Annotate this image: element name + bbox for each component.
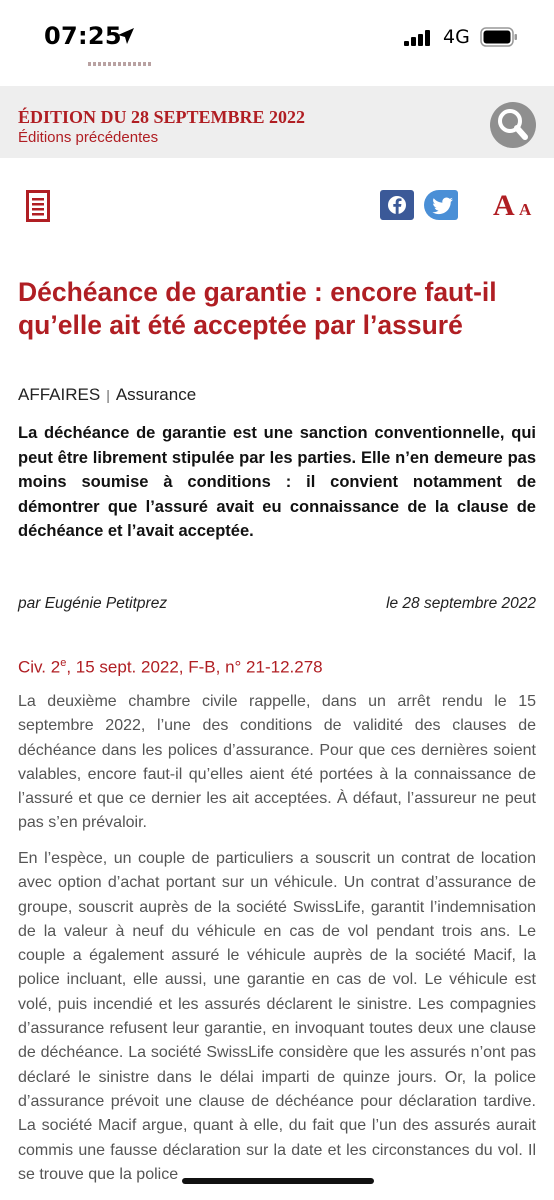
font-size-small: A [519, 200, 532, 219]
publication-date: le 28 septembre 2022 [386, 595, 536, 612]
home-indicator[interactable] [182, 1178, 374, 1184]
font-size-icon[interactable] [492, 186, 534, 220]
status-bar [0, 0, 554, 70]
search-button[interactable] [490, 102, 536, 148]
author: par Eugénie Petitprez [18, 595, 168, 612]
byline [18, 595, 536, 613]
previous-editions-link[interactable]: Éditions précédentes [18, 129, 159, 146]
edition-date: ÉDITION DU 28 SEPTEMBRE 2022 [18, 107, 306, 127]
reference-court: Civ. 2 [18, 657, 61, 677]
article-title: Déchéance de garantie : encore faut-il qu’elle ait été acceptée par l’assuré [18, 277, 497, 340]
article-lead: La déchéance de garantie est une sanction conventionnelle, qui peut être librement stipulée par les parties. Elle n’en demeure pas moins soumise à conditions : il convient notamment de démontrer que l’assuré avait eu connaissance de la clause de déchéance et l’avait acceptée. [18, 424, 536, 540]
search-icon [490, 102, 536, 148]
article-toolbar [0, 186, 554, 226]
masthead-fragment [88, 62, 152, 66]
paragraph: En l’espèce, un couple de particuliers a souscrit un contrat de location avec option d’achat portant sur un véhicule. Un contrat d’assurance de groupe, souscrit auprès de la société SwissLife, garantit l’indemnisation de la valeur à neuf du véhicule en cas de vol pendant trois ans. Le couple a également assuré le véhicule auprès de la société Macif, la police incluant, elle aussi, une garantie en cas de vol. Le véhicule est volé, puis incendié et les assurés déclarent le sinistre. Les compagnies d’assurance refusent leur garantie, en invoquant toutes deux une clause de déchéance. La société SwissLife considère que les assurés n’ont pas déclaré le sinistre dans le délai imparti de quinze jours. Or, la police d’assurance prévoit une clause de déchéance pour déclaration tardive. La société Macif argue, quant à elle, du fait que l’un des assurés aurait commis une fausse déclaration sur la date et les circonstances du vol. Il se trouve que la police [18, 850, 536, 1183]
facebook-icon[interactable] [380, 190, 414, 220]
decision-reference [18, 657, 323, 678]
twitter-icon[interactable] [424, 190, 458, 220]
cellular-signal-icon [404, 30, 432, 46]
article-rubric [18, 385, 196, 405]
network-type: 4G [443, 26, 470, 48]
paragraph: La deuxième chambre civile rappelle, dans un arrêt rendu le 15 septembre 2022, l’une des conditions de validité des clauses de déchéance dans les polices d’assurance. Pour que ces dernières soient valables, encore faut-il qu’elles aient été portées à la connaissance de l’assuré et que ce dernier les ait acceptées. À défaut, l’assureur ne peut pas s’en prévaloir. [18, 693, 536, 832]
rubric-sub[interactable]: Assurance [115, 385, 197, 404]
location-arrow-icon [116, 26, 136, 46]
battery-icon [480, 27, 518, 47]
document-list-icon[interactable] [26, 190, 50, 222]
font-size-large: A [493, 189, 515, 220]
status-time: 07:25 [44, 22, 122, 50]
reference-details: , 15 sept. 2022, F-B, n° 21-12.278 [66, 657, 323, 677]
reference-sup: e [60, 657, 67, 669]
rubric-main[interactable]: AFFAIRES [18, 385, 101, 404]
rubric-separator: | [106, 387, 110, 403]
edition-band [0, 86, 554, 158]
